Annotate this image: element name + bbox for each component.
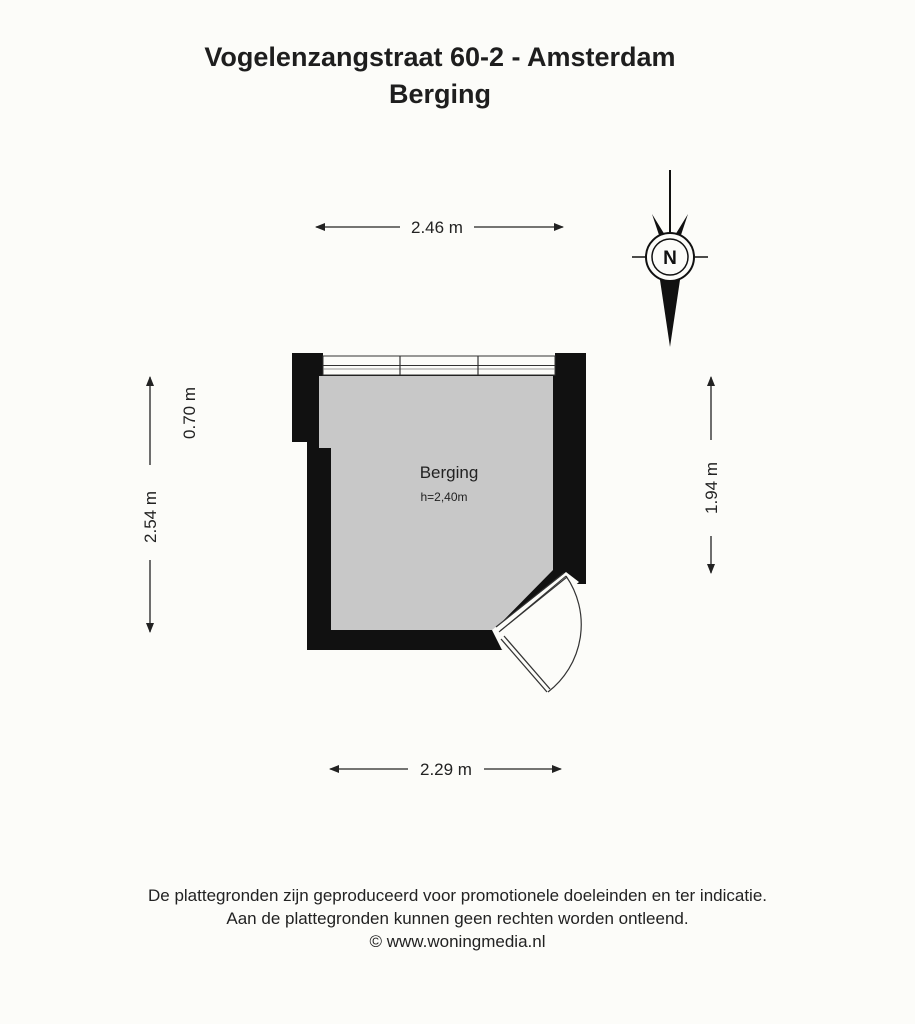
dimension-label: 2.46 m xyxy=(411,218,463,237)
dimension-left-offset: 0.70 m xyxy=(180,387,199,439)
north-arrow-icon xyxy=(632,170,708,347)
compass-north-label: N xyxy=(663,248,677,269)
copyright-line: © www.woningmedia.nl xyxy=(369,932,546,951)
dimension-label: 2.54 m xyxy=(141,491,160,543)
dimension-bottom-width xyxy=(330,760,561,779)
room-name: Berging xyxy=(419,463,479,482)
dimension-right-height xyxy=(702,377,721,573)
dimension-top-width xyxy=(316,218,563,237)
dimension-label: 2.29 m xyxy=(420,760,472,779)
room-height: h=2,40m xyxy=(420,490,468,504)
dimension-left-height xyxy=(141,377,160,632)
dimension-label: 1.94 m xyxy=(702,462,721,514)
window xyxy=(323,356,555,375)
disclaimer-line-2: Aan de plattegronden kunnen geen rechten worden ontleend. xyxy=(226,909,689,928)
plan-subtitle: Berging xyxy=(388,79,491,109)
plan-title: Vogelenzangstraat 60-2 - Amsterdam xyxy=(204,42,676,72)
disclaimer-line-1: De plattegronden zijn geproduceerd voor promotionele doeleinden en ter indicatie. xyxy=(147,886,768,905)
